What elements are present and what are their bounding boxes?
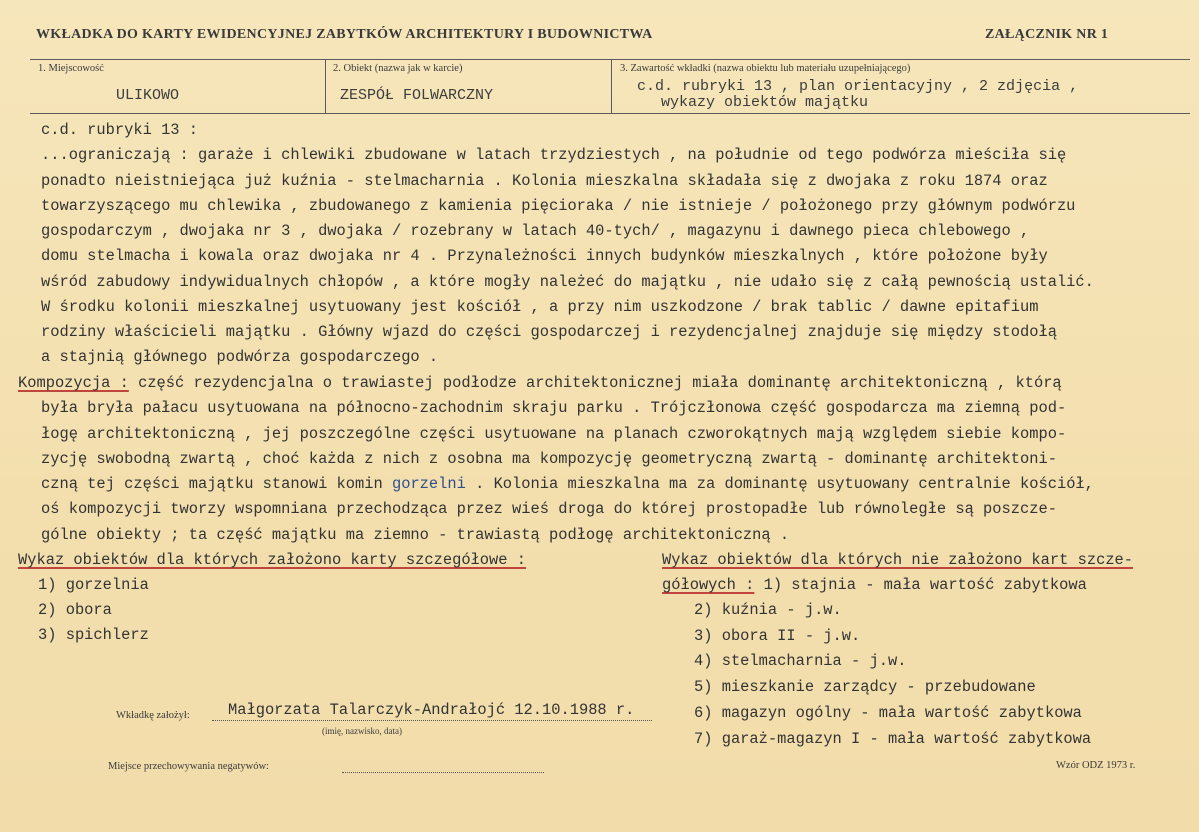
no-cards-item-5: 5) mieszkanie zarządcy - przebudowane (694, 678, 1036, 696)
no-cards-heading-line-1 (662, 551, 1133, 569)
composition-line-3: łogę architektoniczną , jej poszczególne części usytuowane na planach czworokątnych mają względem siebie kompo- (41, 425, 1067, 443)
body-line-2: ...ograniczają : garaże i chlewiki zbudowane w latach trzydziestych , na południe od tego podwórza mieściła się (41, 146, 1067, 164)
composition-line-2: była bryła pałacu usytuowana na północno-zachodnim skraju parku . Trójczłonowa część gospodarcza ma ziemną pod- (41, 399, 1067, 417)
no-cards-item-7: 7) garaż-magazyn I - mała wartość zabytkowa (694, 730, 1092, 748)
field-locality-value: ULIKOWO (116, 87, 180, 104)
field-contents-value-line1: c.d. rubryki 13 , plan orientacyjny , 2 zdjęcia , (637, 78, 1079, 95)
composition-highlight-word: gorzelni (391, 475, 466, 493)
no-cards-item-3: 3) obora II - j.w. (694, 627, 861, 645)
detailed-cards-item-3: 3) spichlerz (38, 626, 149, 644)
no-cards-item-1: 1) stajnia - mała wartość zabytkowa (754, 576, 1087, 594)
composition-line-7: gólne obiekty ; ta część majątku ma ziemno - trawiastą podłogę architektoniczną . (41, 526, 790, 544)
composition-line-5a: czną tej części majątku stanowi komin (41, 475, 392, 493)
body-line-10: a stajnią głównego podwórza gospodarczego . (41, 348, 439, 366)
body-line-8: W środku kolonii mieszkalnej usytuowany jest kościół , a przy nim uszkodzone / brak tablic / dawne epitafium (41, 298, 1039, 316)
composition-line-6: oś kompozycji tworzy wspomniana przechodząca przez wieś droga do której prostopadłe lub równoległe są poszcze- (41, 500, 1057, 518)
body-line-3: ponadto nieistniejąca już kuźnia - stelmacharnia . Kolonia mieszkalna składała się z dwojaka z roku 1874 oraz (41, 172, 1048, 190)
negatives-storage-dotted-line (342, 772, 544, 773)
no-cards-item-6: 6) magazyn ogólny - mała wartość zabytkowa (694, 704, 1082, 722)
body-line-9: rodziny właścicieli majątku . Główny wjazd do części gospodarczej i rezydencjalnej znajduje się między stodołą (41, 323, 1057, 341)
composition-line-4: zycję swobodną zwartą , choć każda z nich z osobna ma kompozycję geometryczną zwartą - dominantę architektoni- (41, 450, 1057, 468)
body-line-6: domu stelmacha i kowala oraz dwojaka nr 4 . Przynależności innych budynków mieszkalnych , które położone były (41, 247, 1048, 265)
detailed-cards-item-1: 1) gorzelnia (38, 576, 149, 594)
composition-line-5 (41, 475, 1094, 493)
negatives-storage-label: Miejsce przechowywania negatywów: (108, 761, 269, 772)
detailed-cards-item-2: 2) obora (38, 601, 112, 619)
table-bottom-border (30, 113, 1190, 114)
field-object-value: ZESPÓŁ FOLWARCZNY (340, 87, 494, 104)
no-cards-heading-line-2 (662, 576, 1087, 594)
author-dotted-line (212, 720, 652, 721)
card-title: WKŁADKA DO KARTY EWIDENCYJNEJ ZABYTKÓW ARCHITEKTURY I BUDOWNICTWA (36, 27, 653, 42)
composition-line-1 (18, 374, 1062, 392)
author-hint: (imię, nazwisko, data) (322, 726, 402, 736)
composition-line-5c: . Kolonia mieszkalna ma za dominantę usytuowany centralnie kościół, (465, 475, 1094, 493)
detailed-cards-heading-text: Wykaz obiektów dla których założono karty szczegółowe : (18, 551, 526, 569)
body-line-7: wśród zabudowy indywidualnych chłopów , a które mogły należeć do majątku , nie udało się z całą pewnością ustalić. (41, 273, 1094, 291)
field-contents-label: 3. Zawartość wkładki (nazwa obiektu lub materiału uzupełniającego) (620, 63, 911, 74)
field-object-label: 2. Obiekt (nazwa jak w karcie) (333, 63, 463, 74)
body-line-4: towarzyszącego mu chlewika , zbudowanego z kamienia pięcioraka / nie istnieje / położonego przy głównym podwórzu (41, 197, 1076, 215)
body-line-5: gospodarczym , dwojaka nr 3 , dwojaka / rozebrany w latach 40-tych/ , magazynu i dawnego pieca chlebowego , (41, 222, 1030, 240)
table-top-border (30, 59, 1190, 60)
form-template-id: Wzór ODZ 1973 r. (1056, 760, 1136, 771)
no-cards-heading-text: Wykaz obiektów dla których nie założono kart szcze- (662, 551, 1134, 569)
composition-heading: Kompozycja : (18, 374, 129, 392)
table-divider-2 (611, 59, 612, 113)
annex-number: ZAŁĄCZNIK NR 1 (985, 27, 1109, 42)
composition-line-1-text: część rezydencjalna o trawiastej podłodze architektonicznej miała dominantę architektoniczną , którą (128, 374, 1062, 392)
no-cards-heading-text-2: gółowych : (662, 576, 755, 594)
field-contents-value-line2: wykazy obiektów majątku (661, 94, 869, 111)
body-line-1: c.d. rubryki 13 : (41, 121, 199, 139)
no-cards-item-2: 2) kuźnia - j.w. (694, 601, 842, 619)
table-divider-1 (325, 59, 326, 113)
field-locality-label: 1. Miejscowość (38, 63, 104, 74)
no-cards-item-4: 4) stelmacharnia - j.w. (694, 652, 907, 670)
author-label: Wkładkę założył: (116, 710, 190, 721)
author-value: Małgorzata Talarczyk-Andrałojć 12.10.1988 r. (228, 701, 635, 719)
detailed-cards-heading (18, 551, 526, 569)
